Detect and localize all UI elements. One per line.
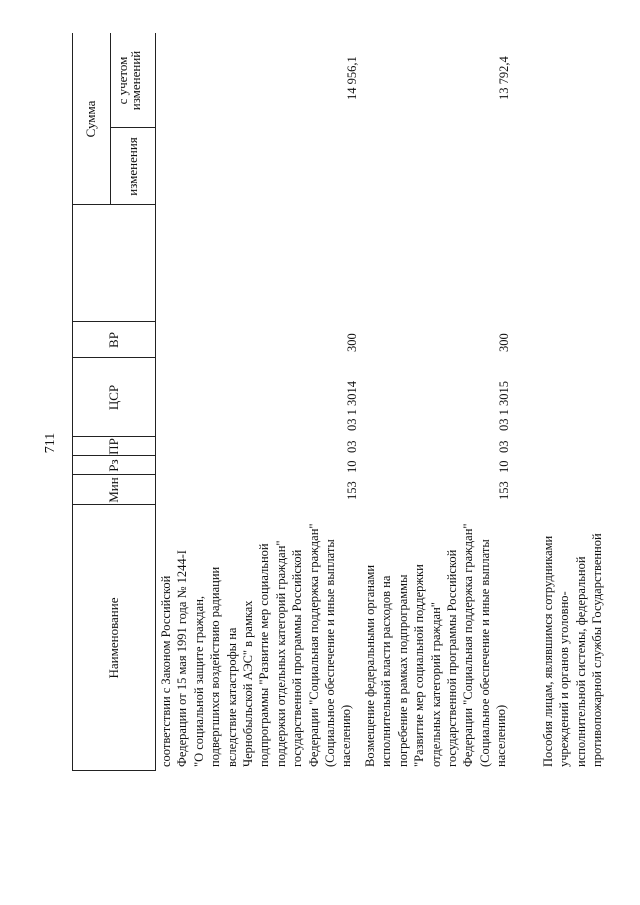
description-line: (Социальное обеспечение и иные выплаты [323,539,338,767]
row-1-total: 14 956,1 [345,56,359,100]
row-1-csr: 03 1 3014 [345,381,359,431]
description-line: исполнительной власти расходов на [379,575,394,767]
header-s-uchetom-line2: изменений [128,50,143,111]
description-line: Федерации "Социальная поддержка граждан" [306,523,321,767]
description-line: Федерации от 15 мая 1991 года № 1244-I [175,550,190,767]
description-line: населению) [494,704,509,767]
row-1-pr: 03 [345,440,359,453]
description-line: (Социальное обеспечение и иные выплаты [477,539,492,767]
header-vr: ВР [105,332,121,348]
header-s-uchetom [116,33,142,128]
row-2-vr: 300 [497,333,511,352]
row-3-description [540,507,606,767]
description-line: "О социальной защите граждан, [191,595,206,767]
description-line: Чернобыльской АЭС" в рамках [241,600,256,767]
header-izmeneniya: изменения [124,137,140,196]
header-min: Мин [105,477,121,503]
header-s-uchetom-line1: с учетом [115,56,130,105]
description-line: учреждений и органов уголовно- [557,591,572,767]
description-line: противопожарной службы Государственной [590,533,605,767]
description-line: подпрограммы "Развитие мер социальной [257,543,272,767]
header-csr: ЦСР [105,384,121,411]
description-line: Пособия лицам, являвшимся сотрудниками [541,535,555,767]
row-1-description [158,507,355,767]
header-pr: ПР [105,438,121,455]
description-line: поддержки отдельных категорий граждан" [273,540,288,767]
header-summa: Сумма [83,100,98,138]
description-line: исполнительной системы, федеральной [573,556,588,767]
description-line: государственной программы Российской [290,549,305,767]
description-line: государственной программы Российской [445,549,460,767]
description-line: "Развитие мер социальной поддержки [412,564,427,767]
header-name: Наименование [105,597,121,679]
row-2-description [362,507,510,767]
description-line: соответствии с Законом Российской [159,575,173,767]
row-1-min: 153 [345,481,359,500]
description-line: Федерации "Социальная поддержка граждан" [461,523,476,767]
row-2-total: 13 792,4 [497,56,511,100]
description-line: погребение в рамках подпрограммы [395,574,410,767]
row-1-vr: 300 [345,333,359,352]
row-2-pr: 03 [497,440,511,453]
description-line: подвергшихся воздействию радиации [208,566,223,767]
row-2-min: 153 [497,481,511,500]
header-rz: Рз [105,459,121,472]
row-2-csr: 03 1 3015 [497,381,511,431]
row-1-rz: 10 [345,460,359,473]
description-line: отдельных категорий граждан" [428,602,443,767]
description-line: населению) [339,704,354,767]
description-line: вследствие катастрофы на [224,627,239,767]
header-bottom-border [155,33,156,771]
row-2-rz: 10 [497,460,511,473]
description-line: Возмещение федеральными органами [363,564,377,767]
page-number: 711 [43,432,58,454]
